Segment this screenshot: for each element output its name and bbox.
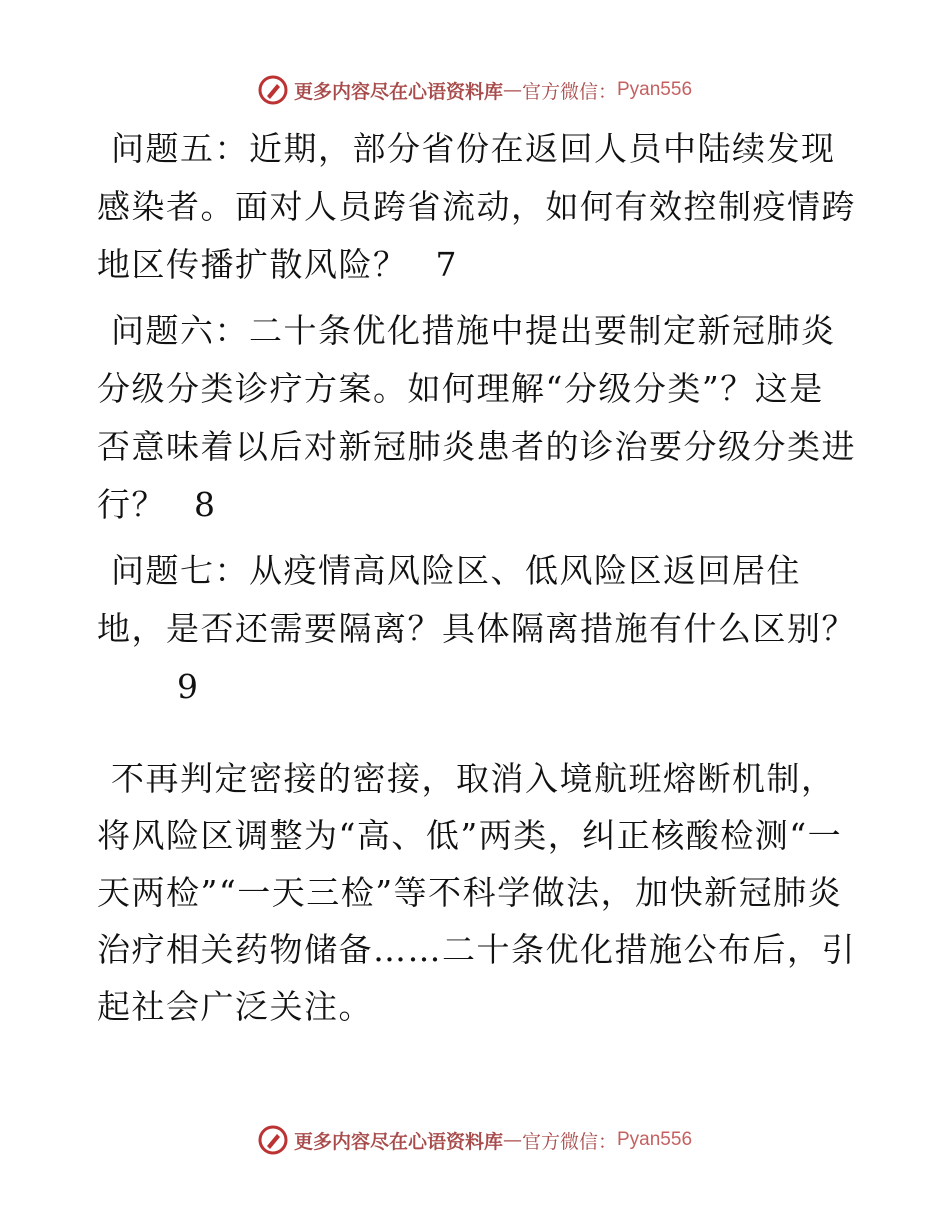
paragraph-text: 不再判定密接的密接，取消入境航班熔断机制，将风险区调整为“高、低”两类，纠正核酸检测“一天两检”“一天三检”等不科学做法，加快新冠肺炎治疗相关药物储备……二十条优化措施公布后，引起社会广泛关注。 bbox=[97, 759, 856, 1026]
wechat-id: Pyan556 bbox=[617, 1129, 693, 1150]
toc-page-number: 9 bbox=[177, 667, 200, 706]
toc-page-number: 7 bbox=[435, 245, 458, 284]
toc-entry-7[interactable] bbox=[97, 542, 857, 716]
toc-entry-text: 问题七：从疫情高风险区、低风险区返回居住地，是否还需要隔离？具体隔离措施有什么区别？ bbox=[97, 551, 856, 648]
banner-dash: — bbox=[502, 1129, 522, 1151]
brand-text: 更多内容尽在心语资料库 bbox=[293, 80, 503, 103]
brand-text: 更多内容尽在心语资料库 bbox=[293, 1130, 503, 1153]
toc-entry-6[interactable] bbox=[97, 302, 857, 534]
wechat-label: 官方微信： bbox=[521, 1130, 617, 1153]
toc-entry-text: 问题六：二十条优化措施中提出要制定新冠肺炎分级分类诊疗方案。如何理解“分级分类”？这是否意味着以后对新冠肺炎患者的诊治要分级分类进行？ bbox=[97, 311, 856, 524]
toc-entry-5[interactable] bbox=[97, 120, 857, 294]
pen-logo-icon bbox=[258, 1125, 288, 1155]
body-paragraph bbox=[97, 750, 857, 1035]
wechat-id: Pyan556 bbox=[617, 79, 693, 100]
footer-banner bbox=[0, 1120, 950, 1160]
banner-dash: — bbox=[502, 79, 522, 101]
pen-logo-icon bbox=[258, 75, 288, 105]
toc-page-number: 8 bbox=[194, 485, 217, 524]
header-banner bbox=[0, 70, 950, 110]
table-of-contents bbox=[97, 120, 857, 724]
wechat-label: 官方微信： bbox=[521, 80, 617, 103]
toc-entry-text: 问题五：近期，部分省份在返回人员中陆续发现感染者。面对人员跨省流动，如何有效控制疫情跨地区传播扩散风险？ bbox=[97, 129, 856, 284]
